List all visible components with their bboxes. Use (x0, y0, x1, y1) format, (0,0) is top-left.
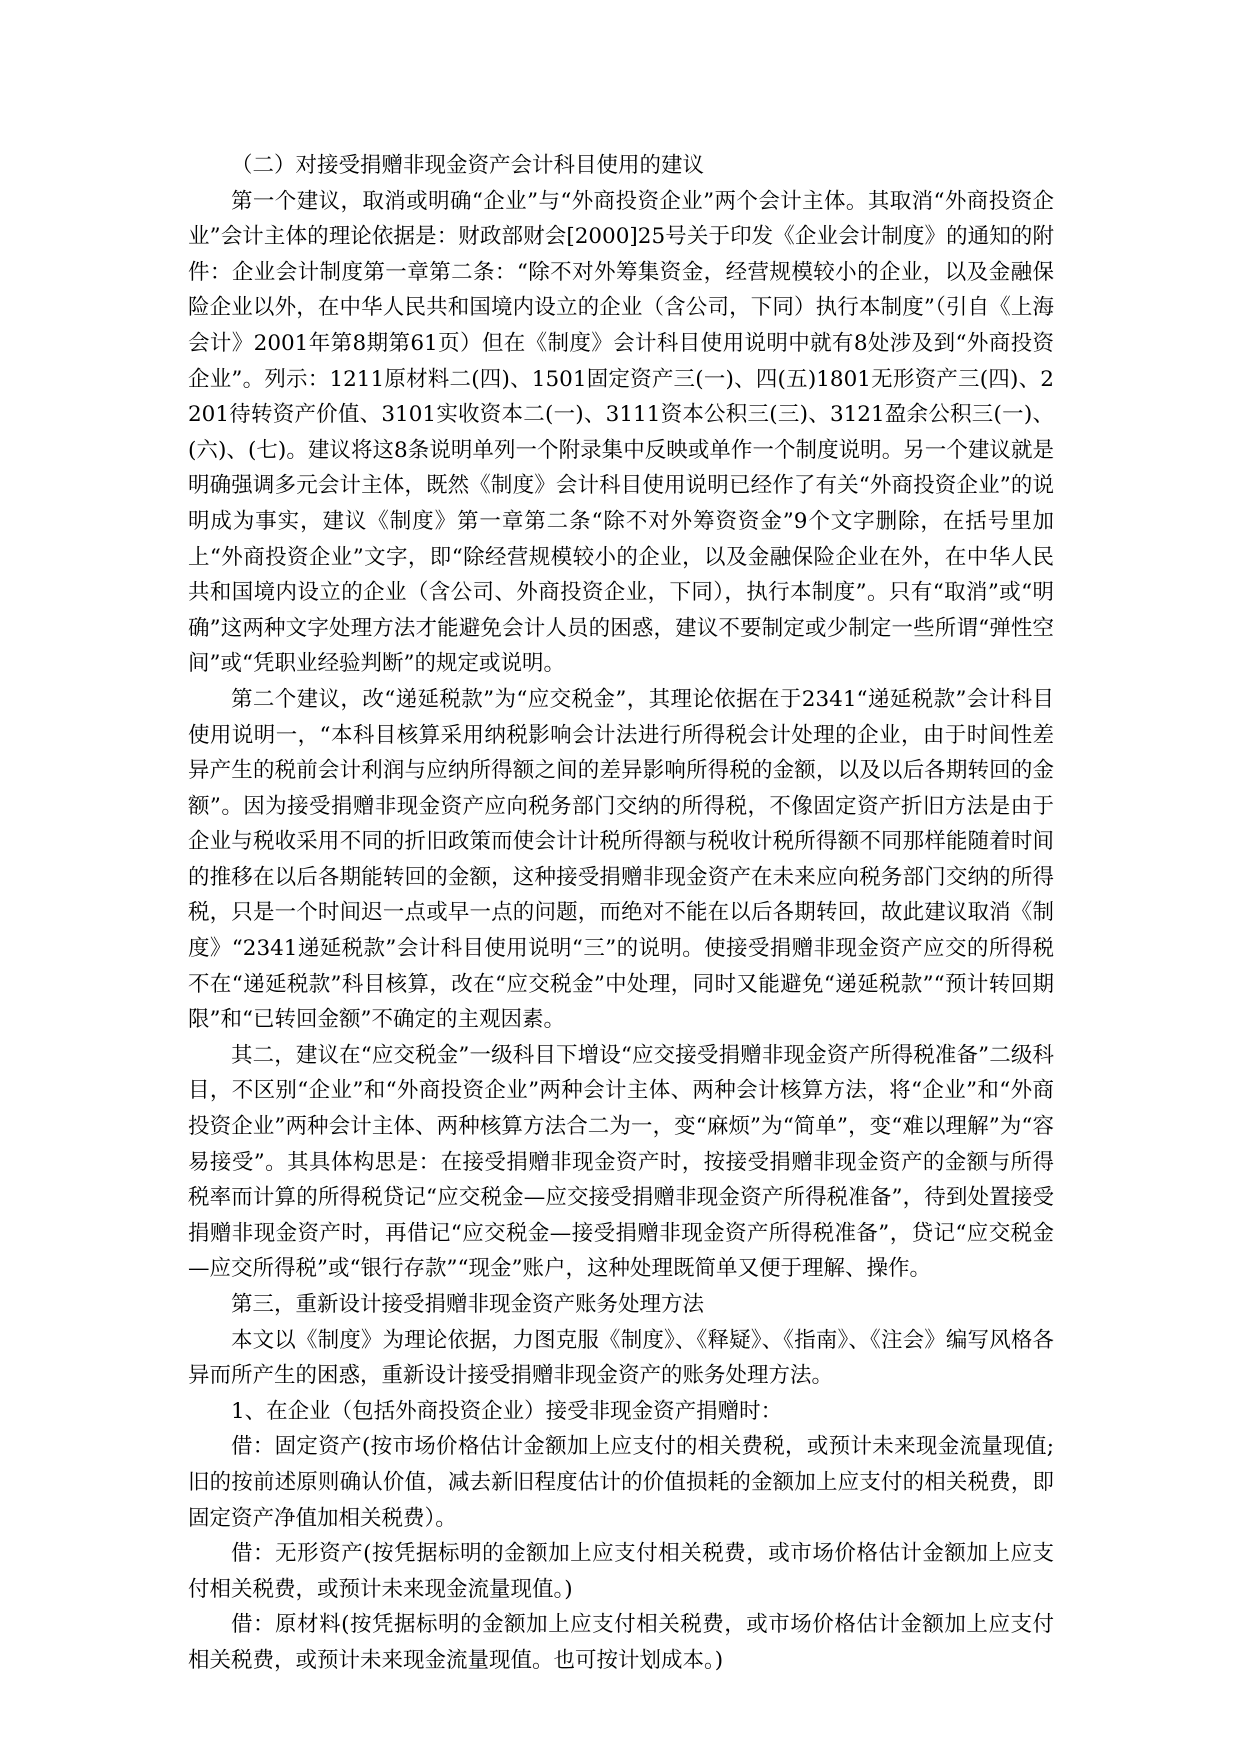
paragraph-step-1: 1、在企业（包括外商投资企业）接受非现金资产捐赠时： (231, 1398, 783, 1424)
paragraph-intro: 本文以《制度》为理论依据，力图克服《制度》、《释疑》、《指南》、《注会》编写风格各异而所产生的困惑，重新设计接受捐赠非现金资产的账务处理方法。 (188, 1327, 1054, 1389)
paragraph-first-suggestion: 第一个建议，取消或明确“企业”与“外商投资企业”两个会计主体。其取消“外商投资企业”会计主体的理论依据是：财政部财会[2000]25号关于印发《企业会计制度》的通知的附件：企业会计制度第一章第二条：“除不对外筹集资金，经营规模较小的企业，以及金融保险企业以外，在中华人民共和国境内设立的企业（含公司，下同）执行本制度”（引自《上海会计》2001年第8期第61页）但在《制度》会计科目使用说明中就有8处涉及到“外商投资企业”。列示：1211原材料二(四)、1501固定资产三(一)、四(五)1801无形资产三(四)、2201待转资产价值、3101实收资本二(一)、3111资本公积三(三)、3121盈余公积三(一)、(六)、(七)。建议将这8条说明单列一个附录集中反映或单作一个制度说明。另一个建议就是明确强调多元会计主体，既然《制度》会计科目使用说明已经作了有关“外商投资企业”的说明成为事实，建议《制度》第一章第二条“除不对外筹资资金”9个文字删除，在括号里加上“外商投资企业”文字，即“除经营规模较小的企业，以及金融保险企业在外，在中华人民共和国境内设立的企业（含公司、外商投资企业，下同），执行本制度”。只有“取消”或“明确”这两种文字处理方法才能避免会计人员的困惑，建议不要制定或少制定一些所谓“弹性空间”或“凭职业经验判断”的规定或说明。 (188, 188, 1054, 677)
section-heading: （二）对接受捐赠非现金资产会计科目使用的建议 (231, 153, 705, 178)
document-body (188, 148, 1054, 1679)
paragraph-second-point: 其二，建议在“应交税金”一级科目下增设“应交接受捐赠非现金资产所得税准备”二级科目，不区别“企业”和“外商投资企业”两种会计主体、两种会计核算方法，将“企业”和“外商投资企业”两种会计主体、两种核算方法合二为一，变“麻烦”为“简单”，变“难以理解”为“容易接受”。其具体构思是：在接受捐赠非现金资产时，按接受捐赠非现金资产的金额与所得税率而计算的所得税贷记“应交税金—应交接受捐赠非现金资产所得税准备”，待到处置接受捐赠非现金资产时，再借记“应交税金—接受捐赠非现金资产所得税准备”，贷记“应交税金—应交所得税”或“银行存款”“现金”账户，这种处理既简单又便于理解、操作。 (188, 1042, 1054, 1282)
paragraph-debit-intangible-assets: 借：无形资产(按凭据标明的金额加上应支付相关税费，或市场价格估计金额加上应支付相关税费，或预计未来现金流量现值。) (188, 1541, 1054, 1602)
paragraph-debit-raw-materials: 借：原材料(按凭据标明的金额加上应支付相关税费，或市场价格估计金额加上应支付相关税费，或预计未来现金流量现值。也可按计划成本。) (188, 1612, 1054, 1673)
paragraph-third-heading: 第三，重新设计接受捐赠非现金资产账务处理方法 (231, 1292, 705, 1317)
paragraph-second-suggestion: 第二个建议，改“递延税款”为“应交税金”，其理论依据在于2341“递延税款”会计科目使用说明一，“本科目核算采用纳税影响会计法进行所得税会计处理的企业，由于时间性差异产生的税前会计利润与应纳所得额之间的差异影响所得税的金额，以及以后各期转回的金额”。因为接受捐赠非现金资产应向税务部门交纳的所得税，不像固定资产折旧方法是由于企业与税收采用不同的折旧政策而使会计计税所得额与税收计税所得额不同那样能随着时间的推移在以后各期能转回的金额，这种接受捐赠非现金资产在未来应向税务部门交纳的所得税，只是一个时间迟一点或早一点的问题，而绝对不能在以后各期转回，故此建议取消《制度》“2341递延税款”会计科目使用说明“三”的说明。使接受捐赠非现金资产应交的所得税不在“递延税款”科目核算，改在“应交税金”中处理，同时又能避免“递延税款”“预计转回期限”和“已转回金额”不确定的主观因素。 (188, 686, 1054, 1033)
paragraph-debit-fixed-assets: 借：固定资产(按市场价格估计金额加上应支付的相关费税，或预计未来现金流量现值;旧的按前述原则确认价值，减去新旧程度估计的价值损耗的金额加上应支付的相关税费，即固定资产净值加相关税费）。 (188, 1434, 1054, 1531)
